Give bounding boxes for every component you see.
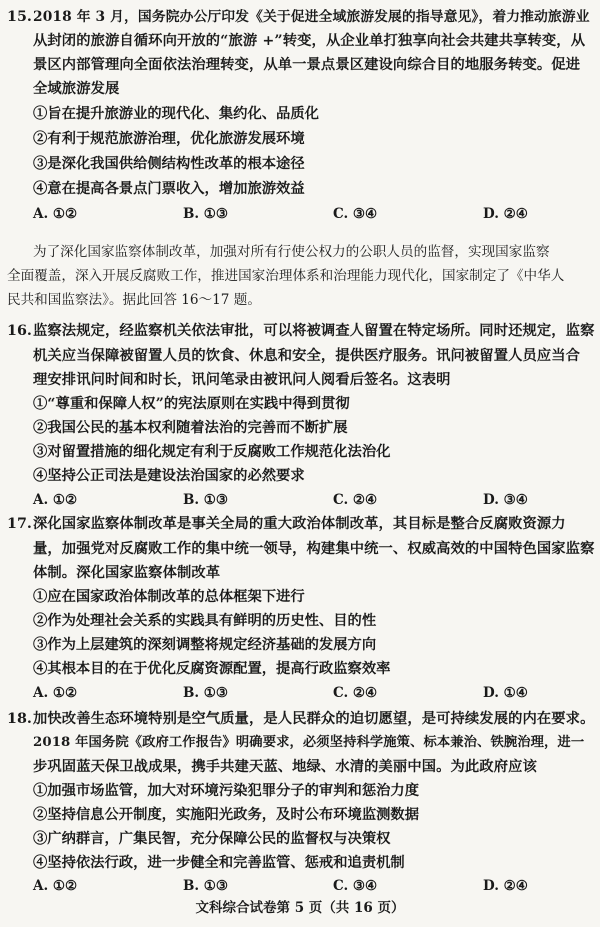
option-statement: ④意在提高各景点门票收入，增加旅游效益 — [33, 181, 305, 197]
question-stem-line: 步巩固蓝天保卫战成果，携手共建天蓝、地绿、水清的美丽中国。为此政府应该 — [33, 759, 537, 775]
question-stem-line: 从封闭的旅游自循环向开放的“旅游 +”转变，从企业单打独享向社会共建共享转变，从 — [33, 33, 586, 49]
option-statement: ①旨在提升旅游业的现代化、集约化、品质化 — [33, 106, 319, 122]
page-footer: 文科综合试卷第 5 页（共 16 页） — [195, 900, 405, 916]
option-statement: ③作为上层建筑的深刻调整将规定经济基础的发展方向 — [33, 637, 377, 653]
question-stem-line: 理安排讯问时间和时长，讯问笔录由被讯问人阅看后签名。这表明 — [33, 372, 451, 388]
choice-a: A. ①② — [33, 878, 78, 894]
answer-choices — [33, 684, 593, 702]
intro-line: 民共和国监察法》。据此回答 16～17 题。 — [7, 292, 261, 308]
intro-line: 全面覆盖，深入开展反腐败工作，推进国家治理体系和治理能力现代化，国家制定了《中华人 — [7, 268, 565, 284]
option-statement: ④坚持依法行政，进一步健全和完善监管、惩戒和追责机制 — [33, 855, 405, 871]
answer-choices — [33, 205, 593, 223]
choice-c: C. ③④ — [333, 878, 378, 894]
choice-b: B. ①③ — [183, 685, 229, 701]
question-number: 16. — [7, 323, 32, 339]
question-stem-line: 监察法规定，经监察机关依法审批，可以将被调查人留置在特定场所。同时还规定，监察 — [33, 323, 595, 339]
choice-d: D. ②④ — [483, 206, 528, 222]
question-stem-line: 2018 年国务院《政府工作报告》明确要求，必须坚持科学施策、标本兼治、铁腕治理，进一 — [33, 735, 585, 750]
question-stem-line: 深化国家监察体制改革是事关全局的重大政治体制改革，其目标是整合反腐败资源力 — [33, 516, 566, 532]
choice-b: B. ①③ — [183, 878, 229, 894]
choice-d: D. ①④ — [483, 685, 528, 701]
choice-a: A. ①② — [33, 206, 78, 222]
choice-a: A. ①② — [33, 492, 78, 508]
question-stem-line: 2018 年 3 月，国务院办公厅印发《关于促进全域旅游发展的指导意见》，着力推动旅游业 — [33, 9, 590, 25]
option-statement: ④其根本目的在于优化反腐资源配置，提高行政监察效率 — [33, 661, 391, 677]
option-statement: ①加强市场监管，加大对环境污染犯罪分子的审判和惩治力度 — [33, 783, 420, 799]
choice-c: C. ③④ — [333, 206, 378, 222]
question-stem-line: 机关应当保障被留置人员的饮食、休息和安全，提供医疗服务。讯问被留置人员应当合 — [33, 348, 581, 364]
answer-choices — [33, 491, 593, 509]
choice-b: B. ①③ — [183, 492, 229, 508]
question-number: 17. — [7, 516, 32, 532]
question-number: 18. — [7, 711, 32, 727]
answer-choices — [33, 877, 593, 895]
option-statement: ③对留置措施的细化规定有利于反腐败工作规范化法治化 — [33, 444, 391, 460]
option-statement: ②我国公民的基本权利随着法治的完善而不断扩展 — [33, 420, 348, 436]
option-statement: ④坚持公正司法是建设法治国家的必然要求 — [33, 468, 305, 484]
intro-line: 为了深化国家监察体制改革，加强对所有行使公权力的公职人员的监督，实现国家监察 — [33, 244, 550, 260]
option-statement: ②坚持信息公开制度，实施阳光政务，及时公布环境监测数据 — [33, 807, 420, 823]
choice-c: C. ②④ — [333, 492, 378, 508]
choice-b: B. ①③ — [183, 206, 229, 222]
option-statement: ①“尊重和保障人权”的宪法原则在实践中得到贯彻 — [33, 396, 350, 412]
question-stem-line: 全域旅游发展 — [33, 81, 120, 97]
choice-c: C. ②④ — [333, 685, 378, 701]
question-stem-line: 体制。深化国家监察体制改革 — [33, 565, 221, 581]
question-stem-line: 量，加强党对反腐败工作的集中统一领导，构建集中统一、权威高效的中国特色国家监察 — [33, 541, 595, 557]
option-statement: ②有利于规范旅游治理，优化旅游发展环境 — [33, 131, 305, 147]
question-stem-line: 加快改善生态环境特别是空气质量，是人民群众的迫切愿望，是可持续发展的内在要求。 — [33, 711, 595, 727]
question-number: 15. — [7, 9, 32, 25]
option-statement: ①应在国家政治体制改革的总体框架下进行 — [33, 589, 305, 605]
choice-d: D. ②④ — [483, 878, 528, 894]
option-statement: ②作为处理社会关系的实践具有鲜明的历史性、目的性 — [33, 613, 377, 629]
choice-d: D. ③④ — [483, 492, 528, 508]
choice-a: A. ①② — [33, 685, 78, 701]
question-stem-line: 景区内部管理向全面依法治理转变，从单一景点景区建设向综合目的地服务转变。促进 — [33, 57, 581, 73]
option-statement: ③是深化我国供给侧结构性改革的根本途径 — [33, 156, 305, 172]
option-statement: ③广纳群言，广集民智，充分保障公民的监督权与决策权 — [33, 831, 391, 847]
